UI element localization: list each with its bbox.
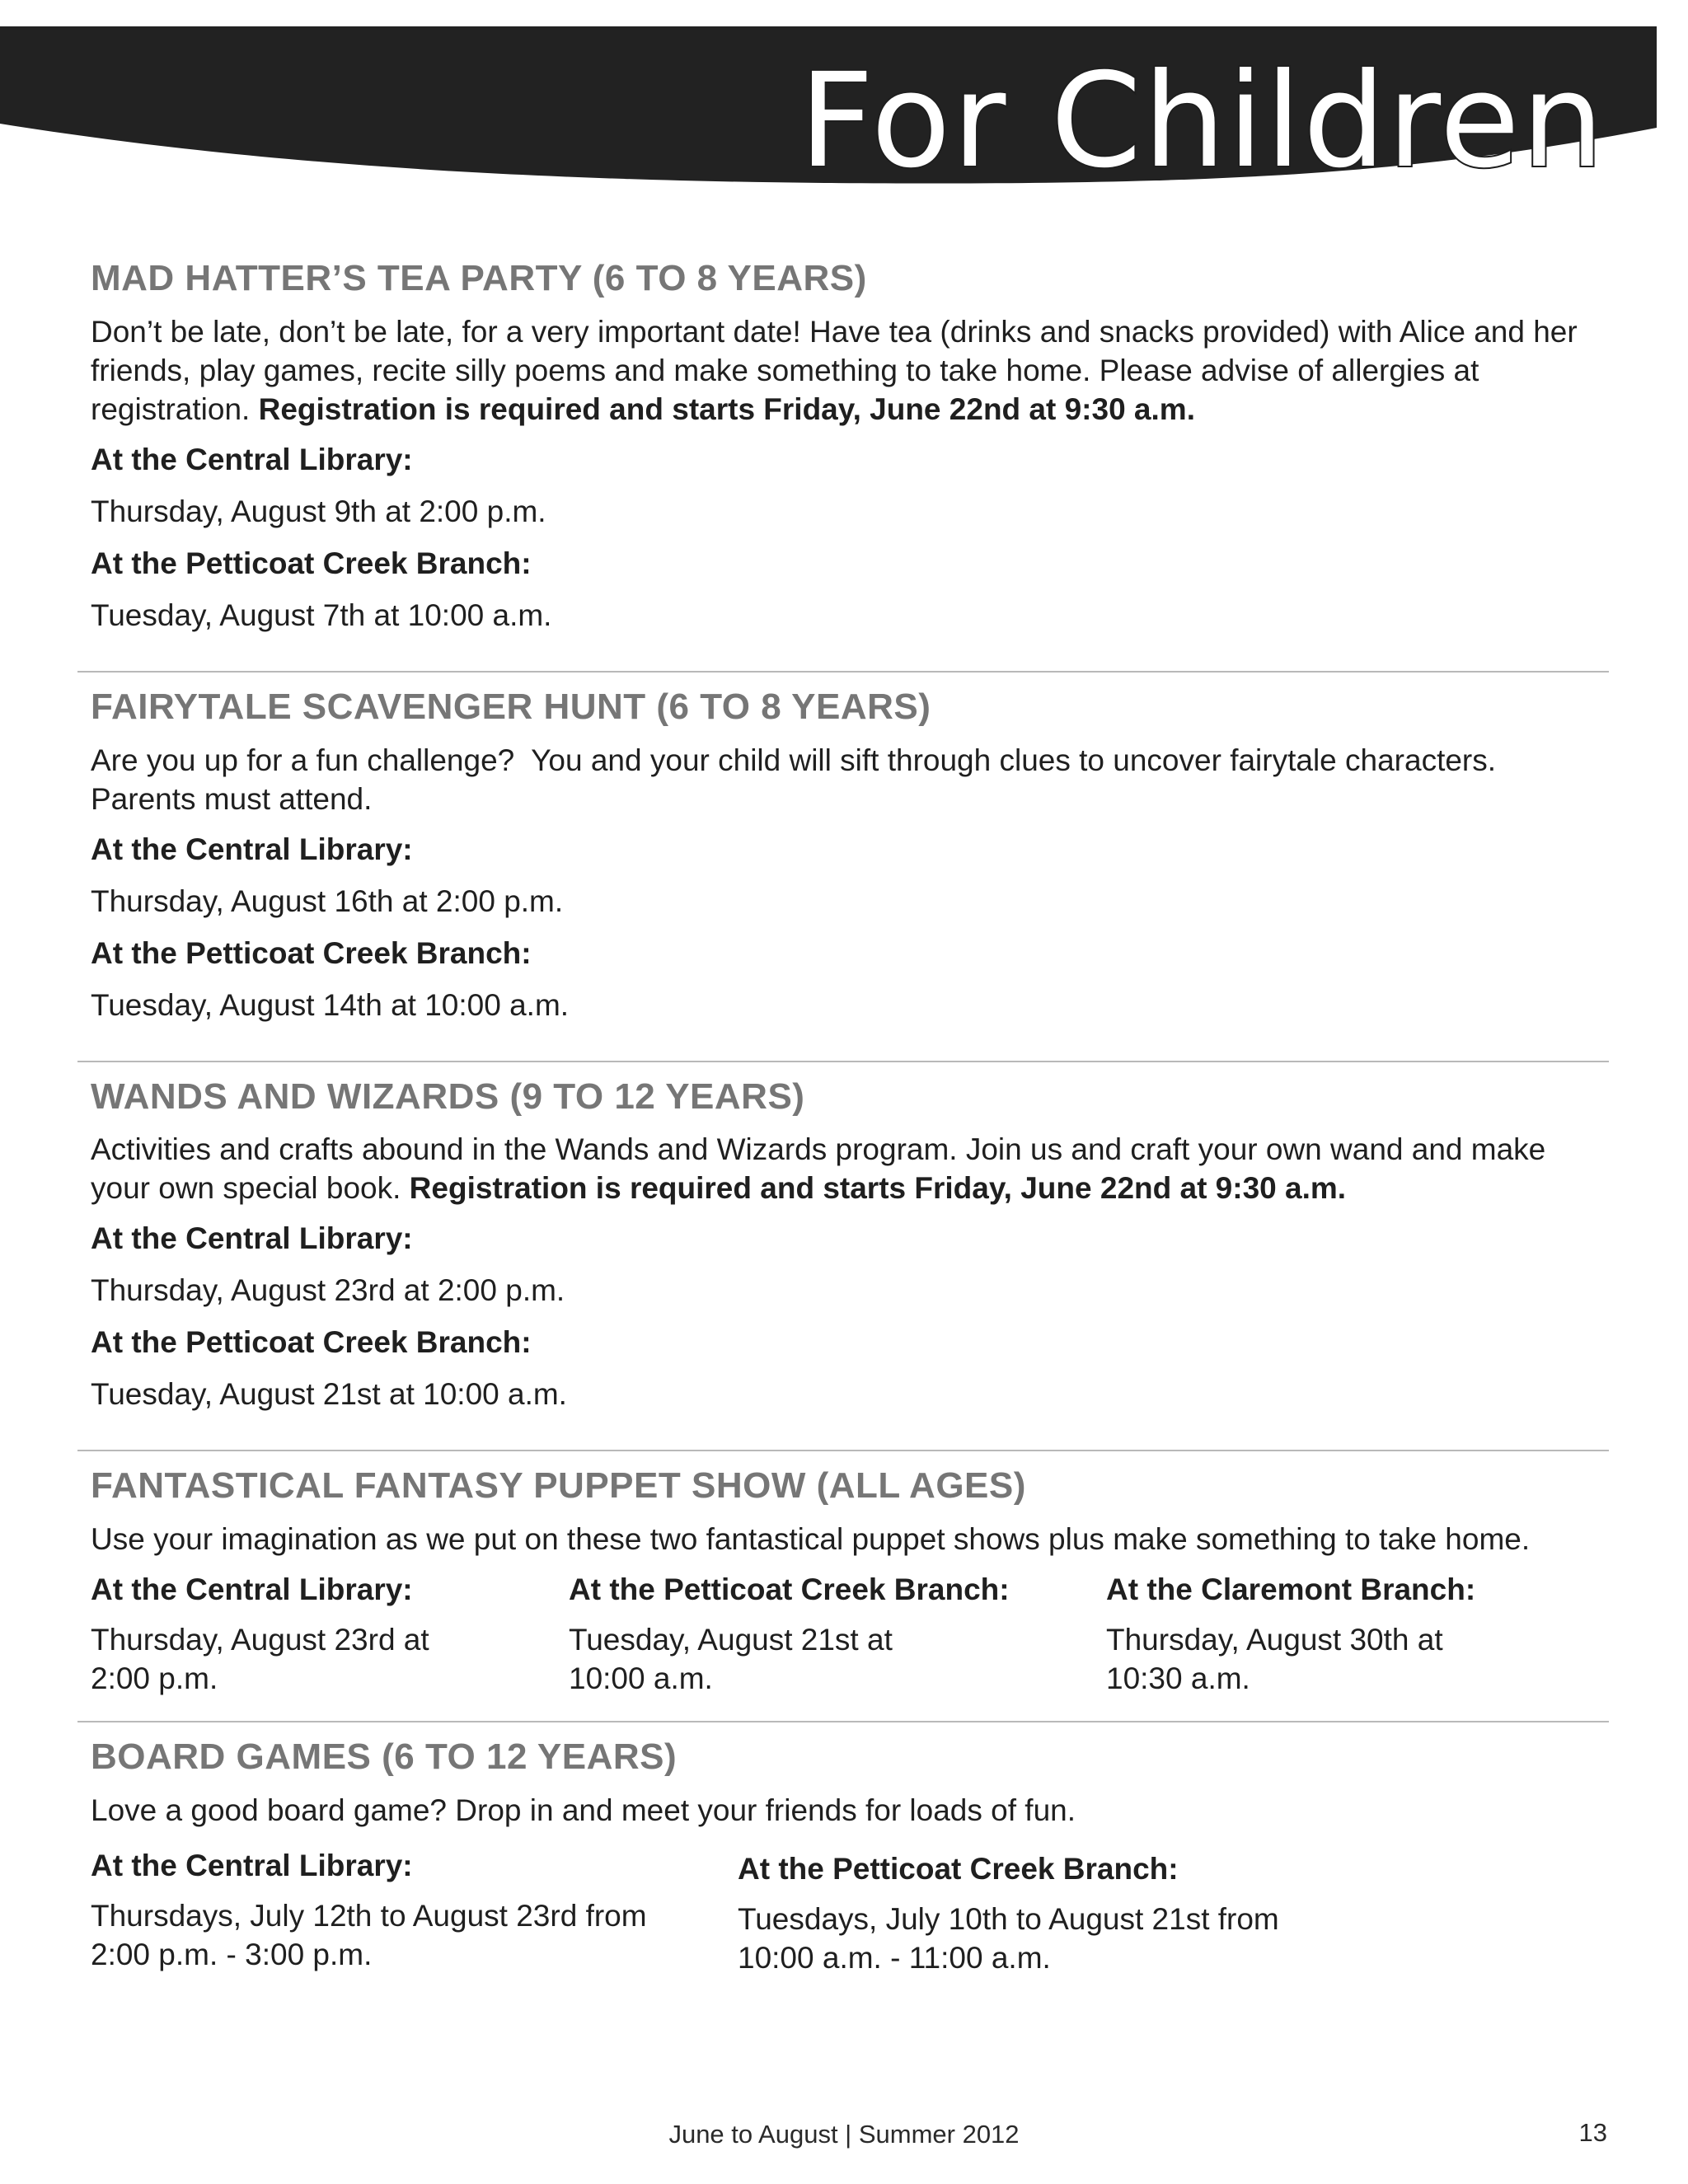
location-column	[91, 1570, 569, 1698]
section-title: FANTASTICAL FANTASY PUPPET SHOW (ALL AGES)	[91, 1465, 1026, 1507]
location-label: At the Claremont Branch:	[1106, 1572, 1476, 1607]
location-time: Tuesday, August 21st at 10:00 a.m.	[569, 1623, 893, 1696]
program-section	[77, 1061, 1609, 1451]
description-text: Don’t be late, don’t be late, for a very important date! Have tea (drinks and snacks provided) with Alice and her friends, play games, recite silly poems and make something to take home. Please advise of allergies at registration.	[91, 314, 1578, 426]
content	[77, 257, 1609, 2000]
location-time: Tuesday, August 7th at 10:00 a.m.	[91, 598, 552, 632]
location-time: Thursday, August 9th at 2:00 p.m.	[91, 494, 546, 528]
location-label: At the Central Library:	[91, 1572, 413, 1607]
location-columns	[91, 1846, 1609, 1977]
location-label: At the Central Library:	[91, 832, 413, 866]
section-title: FAIRYTALE SCAVENGER HUNT (6 TO 8 YEARS)	[91, 686, 931, 727]
program-section	[77, 1450, 1609, 1721]
location-label: At the Central Library:	[91, 442, 413, 476]
description-text: Activities and crafts abound in the Wands and Wizards program. Join us and craft your own wand and make your own special book.	[91, 1132, 1546, 1206]
location-time: Tuesdays, July 10th to August 21st from 10:00 a.m. - 11:00 a.m.	[738, 1901, 1279, 1975]
location-label: At the Petticoat Creek Branch:	[738, 1851, 1179, 1886]
location-column	[738, 1846, 1315, 1977]
location-label: At the Petticoat Creek Branch:	[91, 935, 532, 970]
location-time: Thursday, August 23rd at 2:00 p.m.	[91, 1273, 565, 1308]
section-description: Are you up for a fun challenge? You and your child will sift through clues to uncover fairytale characters. Parents must attend.	[91, 743, 1513, 816]
location-time: Tuesday, August 14th at 10:00 a.m.	[91, 987, 570, 1022]
program-section	[77, 671, 1609, 1061]
page-title: For Children	[799, 45, 1606, 197]
location-column	[91, 1846, 738, 1977]
section-description	[91, 1130, 1609, 1207]
location-column	[1106, 1570, 1568, 1698]
location-label: At the Central Library:	[91, 1221, 413, 1256]
section-title: WANDS AND WIZARDS (9 TO 12 YEARS)	[91, 1076, 805, 1117]
location-columns	[91, 1570, 1609, 1698]
section-description: Use your imagination as we put on these two fantastical puppet shows plus make something to take home.	[91, 1522, 1531, 1557]
program-section	[77, 257, 1609, 671]
location-label: At the Petticoat Creek Branch:	[91, 546, 532, 580]
program-section	[77, 1721, 1609, 2000]
location-label: At the Petticoat Creek Branch:	[569, 1572, 1010, 1607]
location-time: Thursday, August 16th at 2:00 p.m.	[91, 883, 564, 918]
registration-note: Registration is required and starts Friday, June 22nd at 9:30 a.m.	[409, 1171, 1347, 1206]
location-column	[569, 1570, 1106, 1698]
section-description	[91, 312, 1609, 429]
section-title: MAD HATTER’S TEA PARTY (6 TO 8 YEARS)	[91, 258, 867, 298]
footer-text: June to August | Summer 2012	[668, 2120, 1020, 2149]
location-time: Thursdays, July 12th to August 23rd from 2:00 p.m. - 3:00 p.m.	[91, 1898, 647, 1971]
location-time: Tuesday, August 21st at 10:00 a.m.	[91, 1377, 567, 1412]
section-description: Love a good board game? Drop in and meet your friends for loads of fun.	[91, 1793, 1076, 1827]
section-title: BOARD GAMES (6 TO 12 YEARS)	[91, 1736, 678, 1778]
registration-note: Registration is required and starts Friday, June 22nd at 9:30 a.m.	[258, 391, 1195, 426]
location-time: Thursday, August 23rd at 2:00 p.m.	[91, 1623, 429, 1696]
page-number: 13	[1578, 2118, 1607, 2147]
location-label: At the Petticoat Creek Branch:	[91, 1325, 532, 1360]
location-label: At the Central Library:	[91, 1848, 413, 1882]
location-time: Thursday, August 30th at 10:30 a.m.	[1106, 1623, 1443, 1696]
